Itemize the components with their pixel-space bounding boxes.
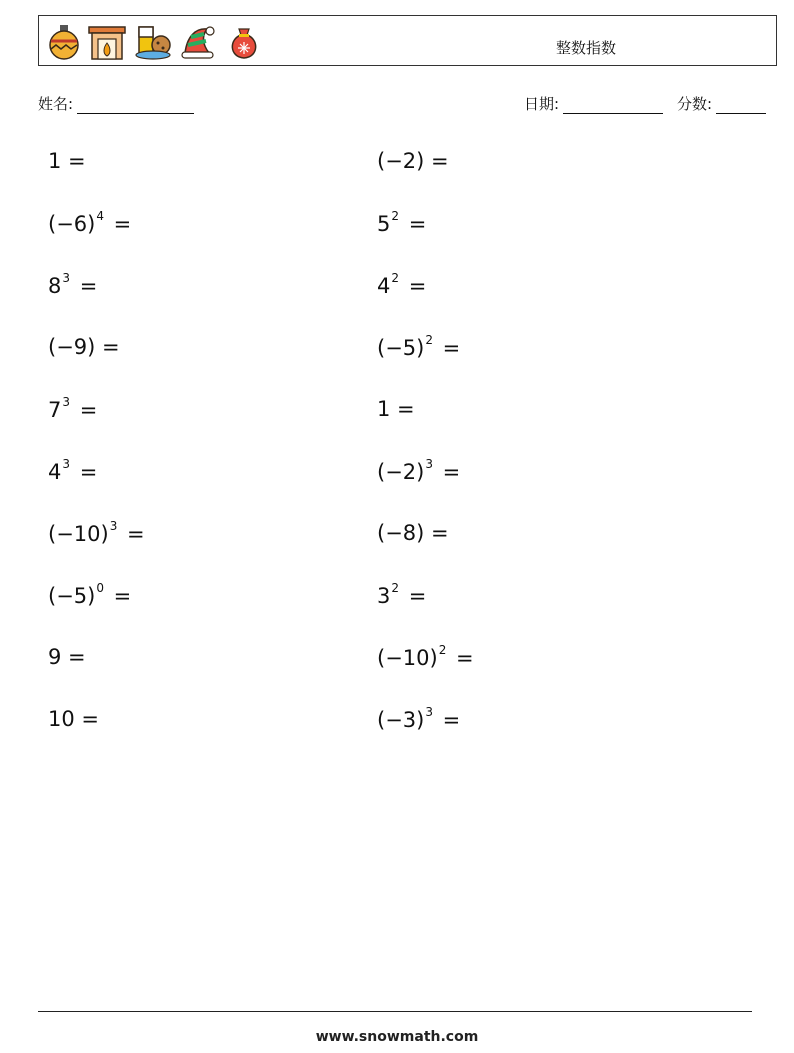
problem-equals: = bbox=[106, 212, 132, 236]
problem-exponent: 3 bbox=[425, 457, 433, 471]
date-blank[interactable] bbox=[563, 95, 663, 114]
problem-base: (−9) bbox=[48, 335, 96, 359]
problem-equals: = bbox=[449, 646, 474, 670]
name-label: 姓名: bbox=[38, 95, 74, 113]
problem-exponent: 2 bbox=[391, 581, 400, 595]
problem-exponent: 2 bbox=[438, 643, 447, 657]
problem-item bbox=[377, 523, 449, 544]
problem-exponent: 2 bbox=[391, 209, 400, 223]
page-title: 整数指数 bbox=[556, 39, 617, 57]
problem-item bbox=[377, 581, 427, 608]
problem-base: (−2) bbox=[377, 460, 425, 484]
problem-item bbox=[48, 519, 145, 546]
problem-item bbox=[377, 209, 427, 236]
milk-cookie-icon bbox=[133, 23, 173, 61]
date-label: 日期: bbox=[524, 95, 560, 113]
santa-hat-icon bbox=[179, 23, 219, 61]
problem-base: 4 bbox=[48, 460, 62, 484]
problem-equals: = bbox=[424, 521, 449, 545]
problem-equals: = bbox=[435, 336, 461, 360]
date-field bbox=[524, 93, 663, 114]
problem-item bbox=[377, 643, 474, 670]
problem-equals: = bbox=[402, 584, 427, 608]
problem-item bbox=[48, 457, 98, 484]
gift-sack-icon bbox=[225, 23, 263, 61]
problem-exponent: 2 bbox=[391, 271, 400, 285]
footer-url: www.snowmath.com bbox=[315, 1029, 479, 1045]
problem-equals: = bbox=[435, 460, 461, 484]
problem-equals: = bbox=[73, 274, 98, 298]
problem-equals: = bbox=[390, 397, 415, 421]
problem-base: (−5) bbox=[48, 584, 96, 608]
problem-item bbox=[377, 333, 461, 360]
score-label: 分数: bbox=[677, 95, 713, 113]
problem-equals: = bbox=[61, 645, 86, 669]
problem-exponent: 0 bbox=[96, 581, 104, 595]
problem-base: (−2) bbox=[377, 149, 425, 173]
problem-item bbox=[377, 271, 427, 298]
problem-base: (−6) bbox=[48, 212, 96, 236]
problem-equals: = bbox=[402, 212, 427, 236]
footer-rule bbox=[38, 1011, 752, 1012]
problem-exponent: 3 bbox=[62, 395, 71, 409]
problem-base: 9 bbox=[48, 645, 62, 669]
problem-item bbox=[48, 337, 120, 358]
problem-base: 3 bbox=[377, 584, 391, 608]
problem-equals: = bbox=[61, 149, 86, 173]
problem-base: 4 bbox=[377, 274, 391, 298]
problem-base: (−8) bbox=[377, 521, 425, 545]
icon-strip bbox=[47, 22, 263, 62]
name-blank[interactable] bbox=[77, 95, 194, 114]
problem-equals: = bbox=[435, 708, 461, 732]
problem-item bbox=[48, 709, 99, 730]
problem-exponent: 3 bbox=[109, 519, 118, 533]
ornament-ball-icon bbox=[47, 23, 81, 61]
problem-equals: = bbox=[95, 335, 120, 359]
problem-item bbox=[48, 395, 98, 422]
problem-item bbox=[377, 705, 461, 732]
problem-exponent: 3 bbox=[62, 271, 71, 285]
score-blank[interactable] bbox=[716, 95, 766, 114]
problem-exponent: 3 bbox=[62, 457, 71, 471]
problem-item bbox=[48, 209, 132, 236]
problem-base: (−10) bbox=[377, 646, 438, 670]
problem-base: (−10) bbox=[48, 522, 109, 546]
problem-base: 7 bbox=[48, 398, 62, 422]
problem-base: 10 bbox=[48, 707, 75, 731]
problem-item bbox=[377, 151, 449, 172]
problem-equals: = bbox=[74, 707, 100, 731]
problem-base: 1 bbox=[48, 149, 62, 173]
name-field bbox=[38, 93, 194, 114]
problem-base: (−5) bbox=[377, 336, 425, 360]
problem-equals: = bbox=[106, 584, 132, 608]
fireplace-icon bbox=[87, 23, 127, 61]
problem-item bbox=[48, 647, 86, 668]
problem-base: 5 bbox=[377, 212, 391, 236]
problem-exponent: 2 bbox=[425, 333, 433, 347]
problem-equals: = bbox=[402, 274, 427, 298]
problem-exponent: 3 bbox=[425, 705, 433, 719]
problem-item bbox=[48, 271, 98, 298]
problem-base: 1 bbox=[377, 397, 391, 421]
problem-equals: = bbox=[120, 522, 145, 546]
problem-exponent: 4 bbox=[96, 209, 104, 223]
problem-item bbox=[377, 457, 461, 484]
problem-item bbox=[48, 581, 132, 608]
problem-base: 8 bbox=[48, 274, 62, 298]
problem-item bbox=[377, 399, 415, 420]
problem-equals: = bbox=[424, 149, 449, 173]
problem-equals: = bbox=[73, 460, 98, 484]
problem-base: (−3) bbox=[377, 708, 425, 732]
problem-equals: = bbox=[73, 398, 98, 422]
problem-item bbox=[48, 151, 86, 172]
header-box bbox=[38, 15, 777, 66]
score-field bbox=[677, 93, 766, 114]
